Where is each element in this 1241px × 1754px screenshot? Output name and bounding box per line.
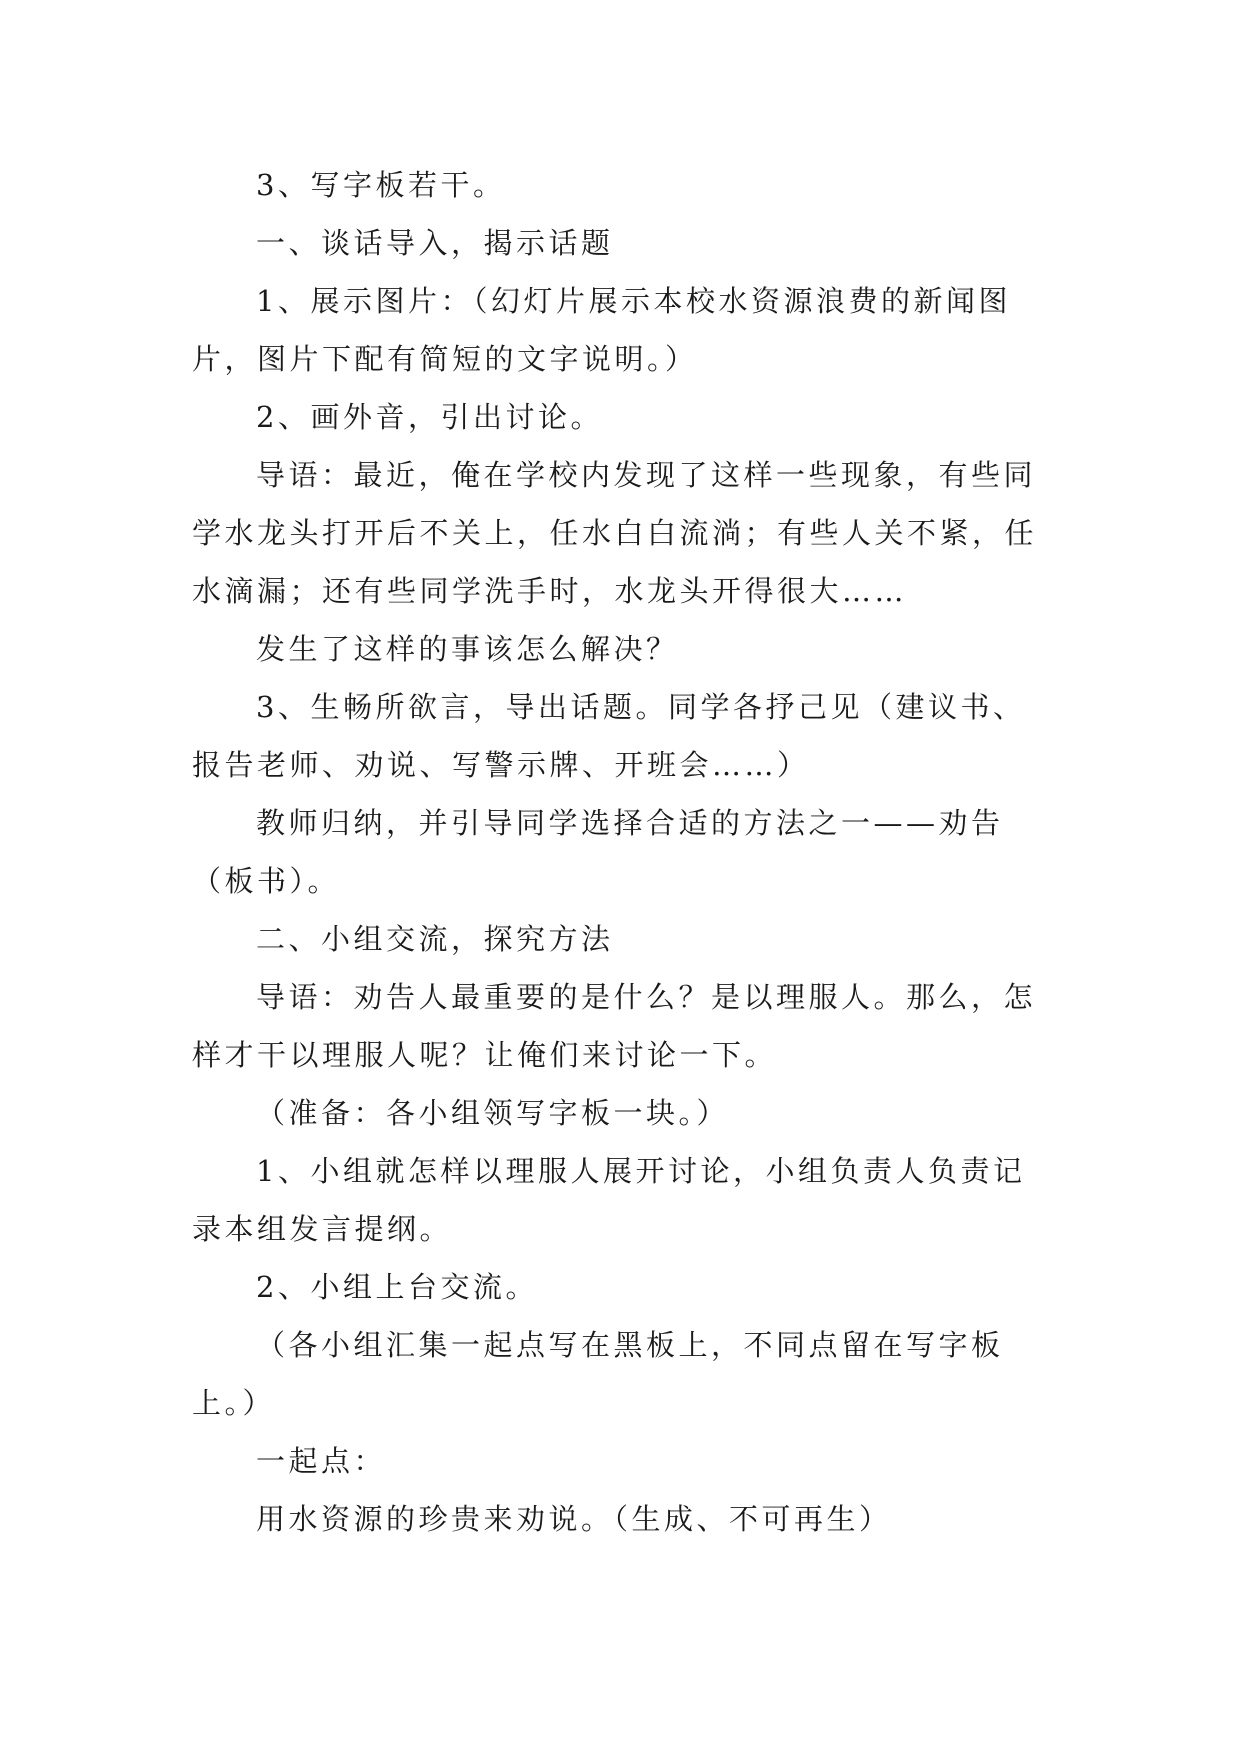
paragraph-question: 发生了这样的事该怎么解决？ xyxy=(256,632,679,666)
paragraph-group-exchange: 2、小组上台交流。 xyxy=(256,1270,538,1304)
paragraph-group-discussion: 1、小组就怎样以理服人展开讨论，小组负责人负责记录本组发言提纲。 xyxy=(192,1154,1026,1246)
paragraph-intro-speech-2: 导语：劝告人最重要的是什么？是以理服人。那么，怎样才干以理服人呢？让俺们来讨论一下。 xyxy=(192,980,1037,1072)
paragraph-students-speak: 3、生畅所欲言，导出话题。同学各抒己见（建议书、报告老师、劝说、写警示牌、开班会……） xyxy=(192,690,1026,782)
document-body xyxy=(192,156,1052,1548)
paragraph-materials-3: 3、写字板若干。 xyxy=(256,168,506,202)
paragraph-teacher-summary: 教师归纳，并引导同学选择合适的方法之一——劝告（板书）。 xyxy=(192,806,1004,898)
paragraph-common-points: 一起点： xyxy=(256,1444,387,1478)
paragraph-voiceover: 2、画外音，引出讨论。 xyxy=(256,400,603,434)
paragraph-show-pictures: 1、展示图片：（幻灯片展示本校水资源浪费的新闻图片，图片下配有简短的文字说明。） xyxy=(192,284,1011,376)
paragraph-water-precious: 用水资源的珍贵来劝说。（生成、不可再生） xyxy=(256,1502,892,1536)
paragraph-intro-speech: 导语：最近，俺在学校内发现了这样一些现象，有些同学水龙头打开后不关上，任水白白流淌；有些人关不紧，任水滴漏；还有些同学洗手时，水龙头开得很大…… xyxy=(192,458,1038,608)
paragraph-preparation: （准备：各小组领写字板一块。） xyxy=(256,1096,730,1130)
section-heading-2: 二、小组交流，探究方法 xyxy=(256,922,614,956)
section-heading-1: 一、谈话导入，揭示话题 xyxy=(256,226,614,260)
paragraph-blackboard-note: （各小组汇集一起点写在黑板上，不同点留在写字板上。） xyxy=(192,1328,1004,1420)
